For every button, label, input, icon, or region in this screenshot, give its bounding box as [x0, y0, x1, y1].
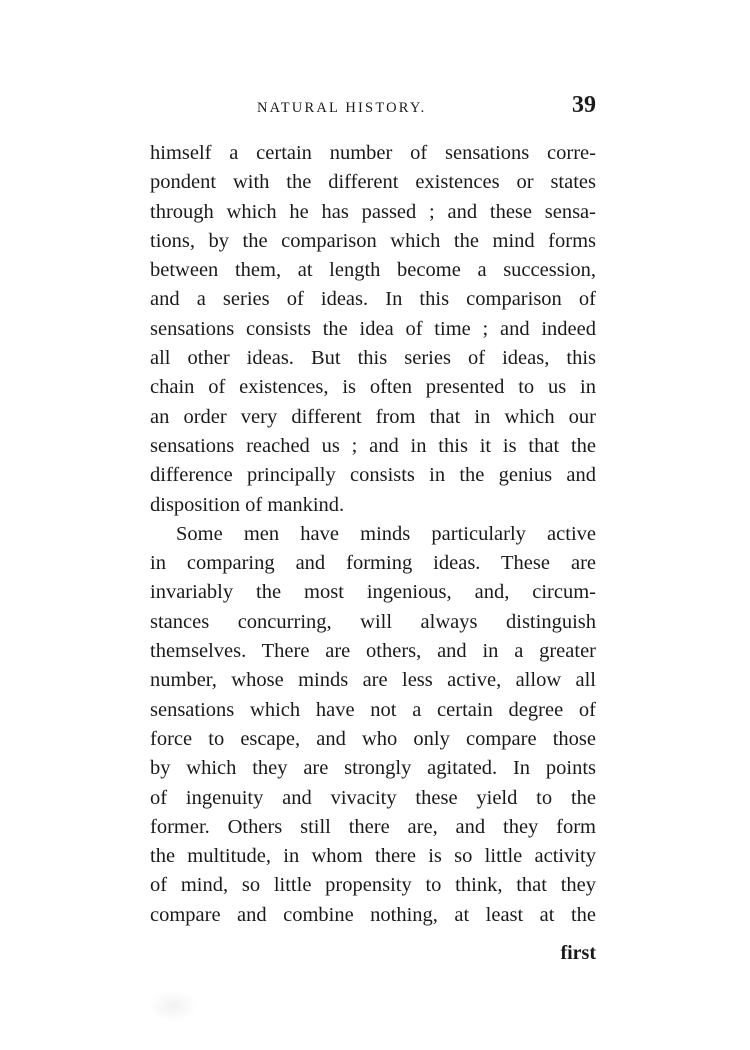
- text-line: by which they are strongly agitated. In points: [150, 757, 596, 780]
- page-number: 39: [572, 92, 596, 118]
- text-line: stances concurring, will always distinguish: [150, 610, 596, 633]
- text-line: pondent with the different existences or states: [150, 171, 596, 194]
- paragraph-first-line: Some men have minds particularly active: [176, 522, 596, 545]
- running-head: [150, 92, 598, 132]
- text-line: of mind, so little propensity to think, that they: [150, 874, 596, 897]
- text-line: himself a certain number of sensations corre-: [150, 142, 596, 164]
- paragraph-last-line: disposition of mankind.: [150, 493, 345, 516]
- catchword: first: [560, 942, 596, 964]
- text-line: invariably the most ingenious, and, circum-: [150, 581, 596, 604]
- paper-smudge: [148, 990, 198, 1022]
- text-line: all other ideas. But this series of ideas, this: [150, 347, 596, 370]
- text-line: tions, by the comparison which the mind forms: [150, 229, 596, 252]
- text-line: former. Others still there are, and they form: [150, 815, 596, 838]
- text-line: number, whose minds are less active, allow all: [150, 669, 596, 692]
- text-line: in comparing and forming ideas. These are: [150, 552, 596, 575]
- body-text: [150, 139, 596, 930]
- text-line: sensations reached us ; and in this it is that the: [150, 434, 596, 457]
- text-line: an order very different from that in which our: [150, 405, 596, 428]
- text-line: sensations consists the idea of time ; and indeed: [150, 317, 596, 340]
- text-line: sensations which have not a certain degree of: [150, 698, 596, 721]
- text-line: and a series of ideas. In this comparison of: [150, 288, 596, 311]
- text-line: between them, at length become a succession,: [150, 259, 596, 282]
- text-line: compare and combine nothing, at least at the: [150, 903, 596, 926]
- text-line: themselves. There are others, and in a greater: [150, 640, 596, 663]
- text-line: of ingenuity and vivacity these yield to the: [150, 786, 596, 809]
- text-line: the multitude, in whom there is so little activity: [150, 845, 596, 868]
- text-line: chain of existences, is often presented to us in: [150, 376, 596, 399]
- text-line: force to escape, and who only compare those: [150, 727, 596, 750]
- running-title: NATURAL HISTORY.: [257, 100, 427, 116]
- text-line: through which he has passed ; and these sensa-: [150, 200, 596, 223]
- text-line: difference principally consists in the genius and: [150, 464, 596, 487]
